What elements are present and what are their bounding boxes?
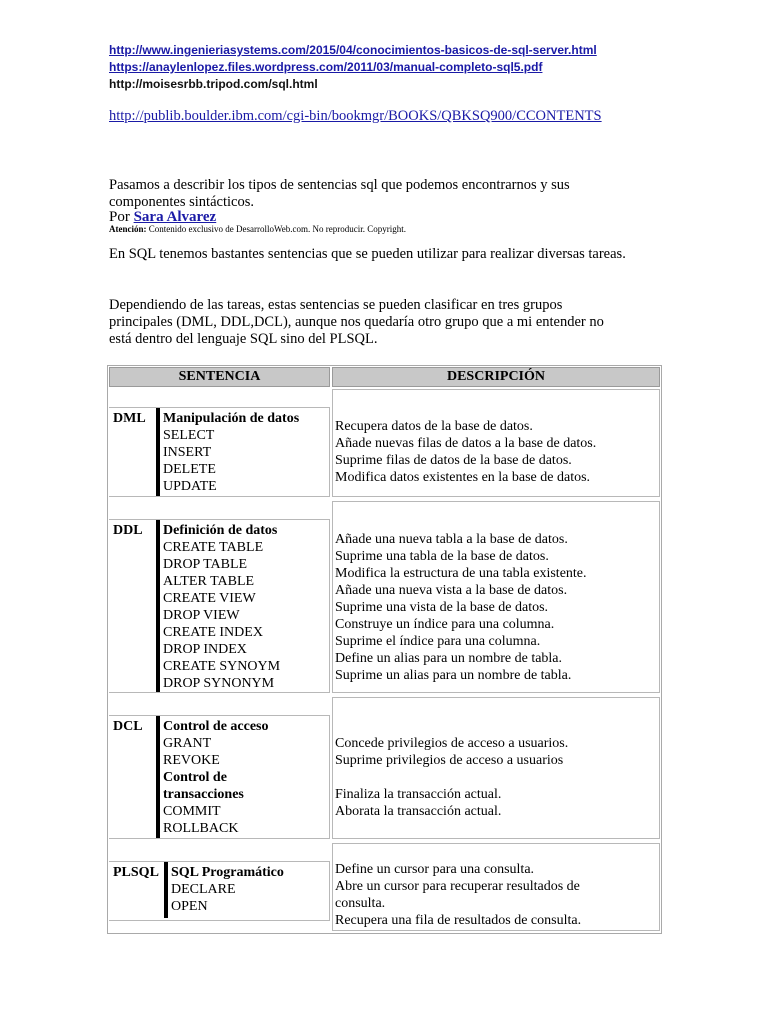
dcl-command: ROLLBACK <box>163 821 239 836</box>
ddl-command: DROP INDEX <box>163 642 247 657</box>
plsql-description: Define un cursor para una consulta. <box>335 862 535 877</box>
dml-description: Recupera datos de la base de datos. <box>335 419 533 434</box>
dml-description: Modifica datos existentes en la base de datos. <box>335 470 591 485</box>
copyright-notice <box>109 224 406 234</box>
ddl-description: Añade una nueva tabla a la base de datos. <box>335 532 568 547</box>
ddl-command: CREATE TABLE <box>163 540 264 555</box>
ddl-description: Construye un índice para una columna. <box>335 617 555 632</box>
dml-command: DELETE <box>163 462 216 477</box>
reference-link-3: http://moisesrbb.tripod.com/sql.html <box>109 77 318 91</box>
dml-command: SELECT <box>163 428 215 443</box>
dml-descriptions <box>335 418 596 486</box>
ddl-description: Modifica la estructura de una tabla existente. <box>335 566 587 581</box>
paragraph-groups: Dependiendo de las tareas, estas sentencias se pueden clasificar en tres grupos principales (DML, DDL,DCL), aunque nos quedaría otro grupo que a mi entender no está dentro del lenguaje SQL sino del PLSQL. <box>109 297 604 347</box>
ddl-description: Suprime una vista de la base de datos. <box>335 600 549 615</box>
dml-commands <box>163 410 299 495</box>
plsql-description: Abre un cursor para recuperar resultados de <box>335 879 580 894</box>
dcl-description: Aborata la transacción actual. <box>335 804 502 819</box>
dcl-command: GRANT <box>163 736 212 751</box>
dml-command: INSERT <box>163 445 212 460</box>
ddl-description: Suprime el índice para una columna. <box>335 634 541 649</box>
ddl-command: DROP TABLE <box>163 557 248 572</box>
dml-bar <box>156 408 160 496</box>
ddl-code: DDL <box>113 523 143 538</box>
plsql-description: consulta. <box>335 896 386 911</box>
dcl-commands <box>163 718 269 837</box>
plsql-commands <box>171 864 284 915</box>
plsql-command: DECLARE <box>171 882 236 897</box>
ddl-command: ALTER TABLE <box>163 574 255 589</box>
plsql-code: PLSQL <box>113 865 159 880</box>
ddl-command: DROP SYNONYM <box>163 676 275 691</box>
ddl-description: Suprime una tabla de la base de datos. <box>335 549 549 564</box>
intro-paragraph: Pasamos a describir los tipos de sentencias sql que podemos encontrarnos y sus componentes sintácticos. <box>109 177 570 210</box>
ddl-command: DROP VIEW <box>163 608 240 623</box>
plsql-descriptions <box>335 861 581 929</box>
ddl-description: Suprime un alias para un nombre de tabla. <box>335 668 572 683</box>
ddl-commands <box>163 522 280 692</box>
dcl-description: Suprime privilegios de acceso a usuarios <box>335 753 564 768</box>
header-descripcion: DESCRIPCIÓN <box>332 367 660 387</box>
ddl-command: CREATE SYNOYM <box>163 659 281 674</box>
dcl-transactions-title: transacciones <box>163 787 244 802</box>
plsql-title: SQL Programático <box>171 865 284 880</box>
dcl-access-title: Control de acceso <box>163 719 269 734</box>
dcl-code: DCL <box>113 719 143 734</box>
dcl-bar <box>156 716 160 838</box>
plsql-description: Recupera una fila de resultados de consulta. <box>335 913 582 928</box>
plsql-command: OPEN <box>171 899 208 914</box>
dcl-descriptions <box>335 735 568 820</box>
dml-description: Suprime filas de datos de la base de datos. <box>335 453 572 468</box>
ddl-command: CREATE INDEX <box>163 625 263 640</box>
reference-link-1[interactable]: http://www.ingenieriasystems.com/2015/04/conocimientos-basicos-de-sql-server.html <box>109 43 597 57</box>
reference-link-4[interactable]: http://publib.boulder.ibm.com/cgi-bin/bookmgr/BOOKS/QBKSQ900/CCONTENTS <box>109 108 602 124</box>
notice-label: Atención: <box>109 224 147 234</box>
author-link[interactable]: Sara Alvarez <box>133 209 217 225</box>
dml-code: DML <box>113 411 146 426</box>
ddl-title: Definición de datos <box>163 523 278 538</box>
dml-description: Añade nuevas filas de datos a la base de datos. <box>335 436 597 451</box>
header-sentencia: SENTENCIA <box>109 367 330 387</box>
dcl-description: Concede privilegios de acceso a usuarios. <box>335 736 569 751</box>
ddl-description: Añade una nueva vista a la base de datos. <box>335 583 568 598</box>
dcl-transactions-title: Control de <box>163 770 227 785</box>
ddl-descriptions <box>335 531 587 684</box>
ddl-command: CREATE VIEW <box>163 591 256 606</box>
plsql-bar <box>164 862 168 918</box>
reference-link-2[interactable]: https://anaylenlopez.files.wordpress.com/2011/03/manual-completo-sql5.pdf <box>109 60 543 74</box>
dml-command: UPDATE <box>163 479 217 494</box>
author-prefix: Por <box>109 209 130 225</box>
paragraph-sentences: En SQL tenemos bastantes sentencias que se pueden utilizar para realizar diversas tareas. <box>109 246 626 262</box>
ddl-bar <box>156 520 160 692</box>
dml-title: Manipulación de datos <box>163 411 300 426</box>
dcl-command: REVOKE <box>163 753 220 768</box>
notice-text: Contenido exclusivo de DesarrolloWeb.com. No reproducir. Copyright. <box>148 224 406 234</box>
dcl-description: Finaliza la transacción actual. <box>335 787 502 802</box>
ddl-description: Define un alias para un nombre de tabla. <box>335 651 563 666</box>
dcl-command: COMMIT <box>163 804 221 819</box>
